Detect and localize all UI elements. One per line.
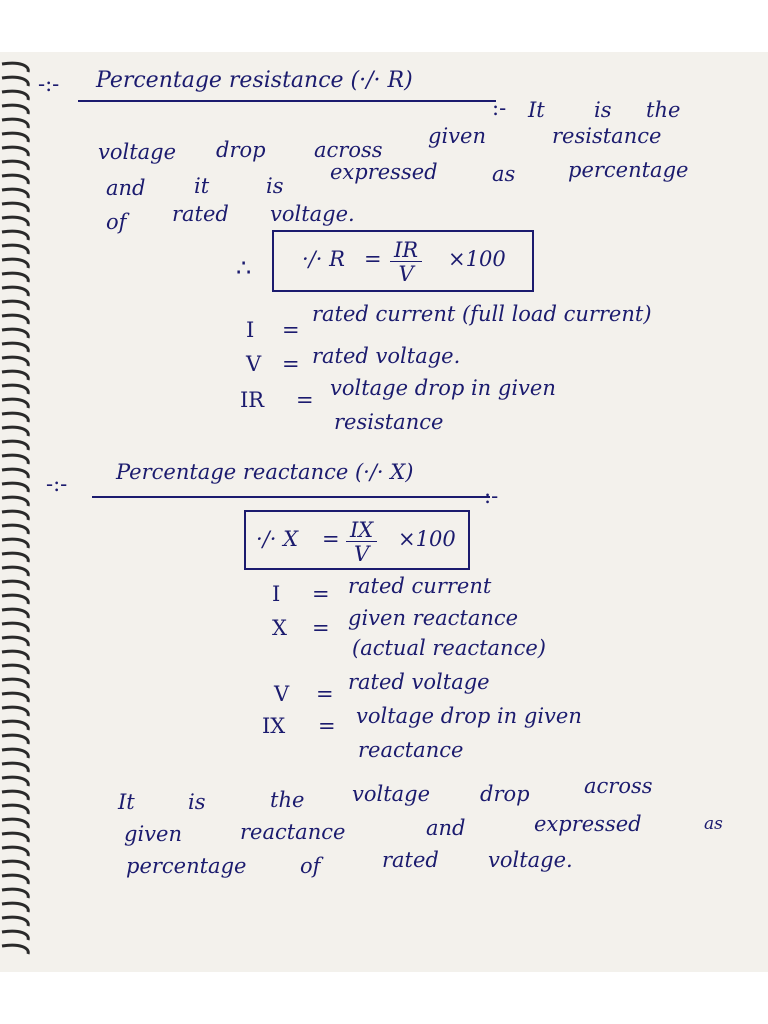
binding-ring <box>2 119 28 128</box>
legend2-description: given reactance <box>348 606 519 630</box>
legend2-symbol: X <box>272 616 287 640</box>
therefore-symbol: ∴ <box>236 254 252 282</box>
section1-heading: Percentage resistance (·/· R) <box>96 68 413 93</box>
def2-word: percentage <box>126 854 247 878</box>
binding-ring <box>2 91 28 100</box>
formula1-denominator: V <box>398 262 414 286</box>
binding-ring <box>2 343 28 352</box>
binding-ring <box>2 371 28 380</box>
def1-word: is <box>266 174 284 198</box>
def2-word: as <box>704 814 723 834</box>
binding-ring <box>2 665 28 674</box>
legend2-equals: = <box>312 582 330 606</box>
section2-heading: Percentage reactance (·/· X) <box>116 460 414 484</box>
binding-ring <box>2 707 28 716</box>
binding-ring <box>2 105 28 114</box>
binding-ring <box>2 581 28 590</box>
legend2-symbol: IX <box>262 714 286 738</box>
binding-ring <box>2 273 28 282</box>
legend1-equals: = <box>282 352 300 376</box>
def1-word: it <box>194 174 210 198</box>
def2-word: It <box>118 790 135 814</box>
binding-ring <box>2 441 28 450</box>
def1-word: rated <box>172 202 229 226</box>
def1-word: drop <box>216 138 266 162</box>
binding-ring <box>2 903 28 912</box>
binding-ring <box>2 525 28 534</box>
legend2-equals: = <box>312 616 330 640</box>
def2-word: voltage. <box>488 848 573 872</box>
def2-word: drop <box>480 782 530 806</box>
binding-ring <box>2 497 28 506</box>
legend1-description: rated voltage. <box>312 344 461 368</box>
binding-ring <box>2 721 28 730</box>
binding-ring <box>2 931 28 940</box>
def1-word: the <box>646 98 681 122</box>
def1-word: across <box>314 138 383 162</box>
section2-heading-underline <box>92 496 490 498</box>
binding-ring <box>2 469 28 478</box>
binding-ring <box>2 539 28 548</box>
legend2-equals: = <box>318 714 336 738</box>
binding-ring <box>2 609 28 618</box>
legend1-equals: = <box>296 388 314 412</box>
binding-ring <box>2 427 28 436</box>
binding-ring <box>2 763 28 772</box>
binding-ring <box>2 777 28 786</box>
binding-ring <box>2 147 28 156</box>
def1-word: and <box>106 176 146 200</box>
legend2-description: voltage drop in given <box>356 704 582 728</box>
binding-ring <box>2 329 28 338</box>
formula2-lhs: ·/· X <box>256 527 299 551</box>
formula2-numerator: IX <box>346 520 377 542</box>
legend1-symbol: V <box>246 352 262 376</box>
def1-word: percentage <box>568 158 689 182</box>
binding-ring <box>2 819 28 828</box>
legend1-symbol: I <box>246 318 255 342</box>
section2-colon: :- <box>484 484 499 508</box>
binding-ring <box>2 133 28 142</box>
binding-ring <box>2 259 28 268</box>
legend1-description-cont: resistance <box>334 410 444 434</box>
legend2-description: rated current <box>348 574 492 598</box>
def2-word: expressed <box>534 812 642 836</box>
def1-word: given <box>428 124 486 148</box>
legend2-description-cont: reactance <box>358 738 464 762</box>
legend1-equals: = <box>282 318 300 342</box>
legend2-equals: = <box>316 682 334 706</box>
binding-ring <box>2 833 28 842</box>
binding-ring <box>2 203 28 212</box>
formula1-fraction <box>390 240 422 285</box>
binding-ring <box>2 875 28 884</box>
formula1-multiplier: ×100 <box>448 247 506 271</box>
binding-ring <box>2 483 28 492</box>
def2-word: rated <box>382 848 439 872</box>
formula2-eq: = <box>322 527 340 551</box>
binding-ring <box>2 693 28 702</box>
binding-ring <box>2 231 28 240</box>
binding-ring <box>2 553 28 562</box>
def1-word: voltage <box>98 140 177 164</box>
binding-ring <box>2 917 28 926</box>
binding-ring <box>2 847 28 856</box>
binding-ring <box>2 217 28 226</box>
formula1-lhs: ·/· R <box>302 247 345 271</box>
binding-ring <box>2 287 28 296</box>
legend2-symbol: V <box>274 682 290 706</box>
binding-ring <box>2 623 28 632</box>
legend1-description: voltage drop in given <box>330 376 556 400</box>
formula2-fraction <box>346 520 377 565</box>
legend2-symbol: I <box>272 582 281 606</box>
binding-ring <box>2 189 28 198</box>
binding-ring <box>2 315 28 324</box>
binding-ring <box>2 805 28 814</box>
def2-word: is <box>188 790 206 814</box>
legend2-description-cont: (actual reactance) <box>352 636 546 660</box>
binding-ring <box>2 161 28 170</box>
spiral-binding <box>0 60 36 960</box>
formula2-multiplier: ×100 <box>398 527 456 551</box>
def1-word: voltage. <box>270 202 355 226</box>
def2-word: given <box>124 822 182 846</box>
def1-word: expressed <box>330 160 438 184</box>
def2-word: across <box>584 774 653 798</box>
formula1-numerator: IR <box>390 240 422 262</box>
def2-word: of <box>300 854 321 878</box>
binding-ring <box>2 357 28 366</box>
binding-ring <box>2 637 28 646</box>
binding-ring <box>2 175 28 184</box>
binding-ring <box>2 651 28 660</box>
binding-ring <box>2 77 28 86</box>
binding-ring <box>2 861 28 870</box>
binding-ring <box>2 595 28 604</box>
binding-ring <box>2 567 28 576</box>
section1-colon: :- <box>492 96 507 120</box>
def1-word: It <box>528 98 545 122</box>
def2-word: the <box>270 788 305 812</box>
def2-word: and <box>426 816 466 840</box>
binding-ring <box>2 735 28 744</box>
legend1-description: rated current (full load current) <box>312 302 652 326</box>
binding-ring <box>2 455 28 464</box>
section2-bullet: -:- <box>46 472 68 496</box>
legend1-symbol: IR <box>240 388 265 412</box>
binding-ring <box>2 791 28 800</box>
formula2-denominator: V <box>354 542 370 566</box>
binding-ring <box>2 63 28 72</box>
section1-heading-underline <box>78 100 496 102</box>
def2-word: voltage <box>352 782 431 806</box>
section1-bullet: -:- <box>38 72 60 96</box>
binding-ring <box>2 301 28 310</box>
binding-ring <box>2 511 28 520</box>
def1-word: is <box>594 98 612 122</box>
binding-ring <box>2 945 28 954</box>
binding-ring <box>2 889 28 898</box>
binding-ring <box>2 413 28 422</box>
def2-word: reactance <box>240 820 346 844</box>
def1-word: of <box>106 210 127 234</box>
binding-ring <box>2 245 28 254</box>
formula1-eq: = <box>364 247 382 271</box>
binding-ring <box>2 749 28 758</box>
legend2-description: rated voltage <box>348 670 490 694</box>
def1-word: as <box>492 162 516 186</box>
binding-ring <box>2 385 28 394</box>
def1-word: resistance <box>552 124 662 148</box>
binding-ring <box>2 399 28 408</box>
binding-ring <box>2 679 28 688</box>
